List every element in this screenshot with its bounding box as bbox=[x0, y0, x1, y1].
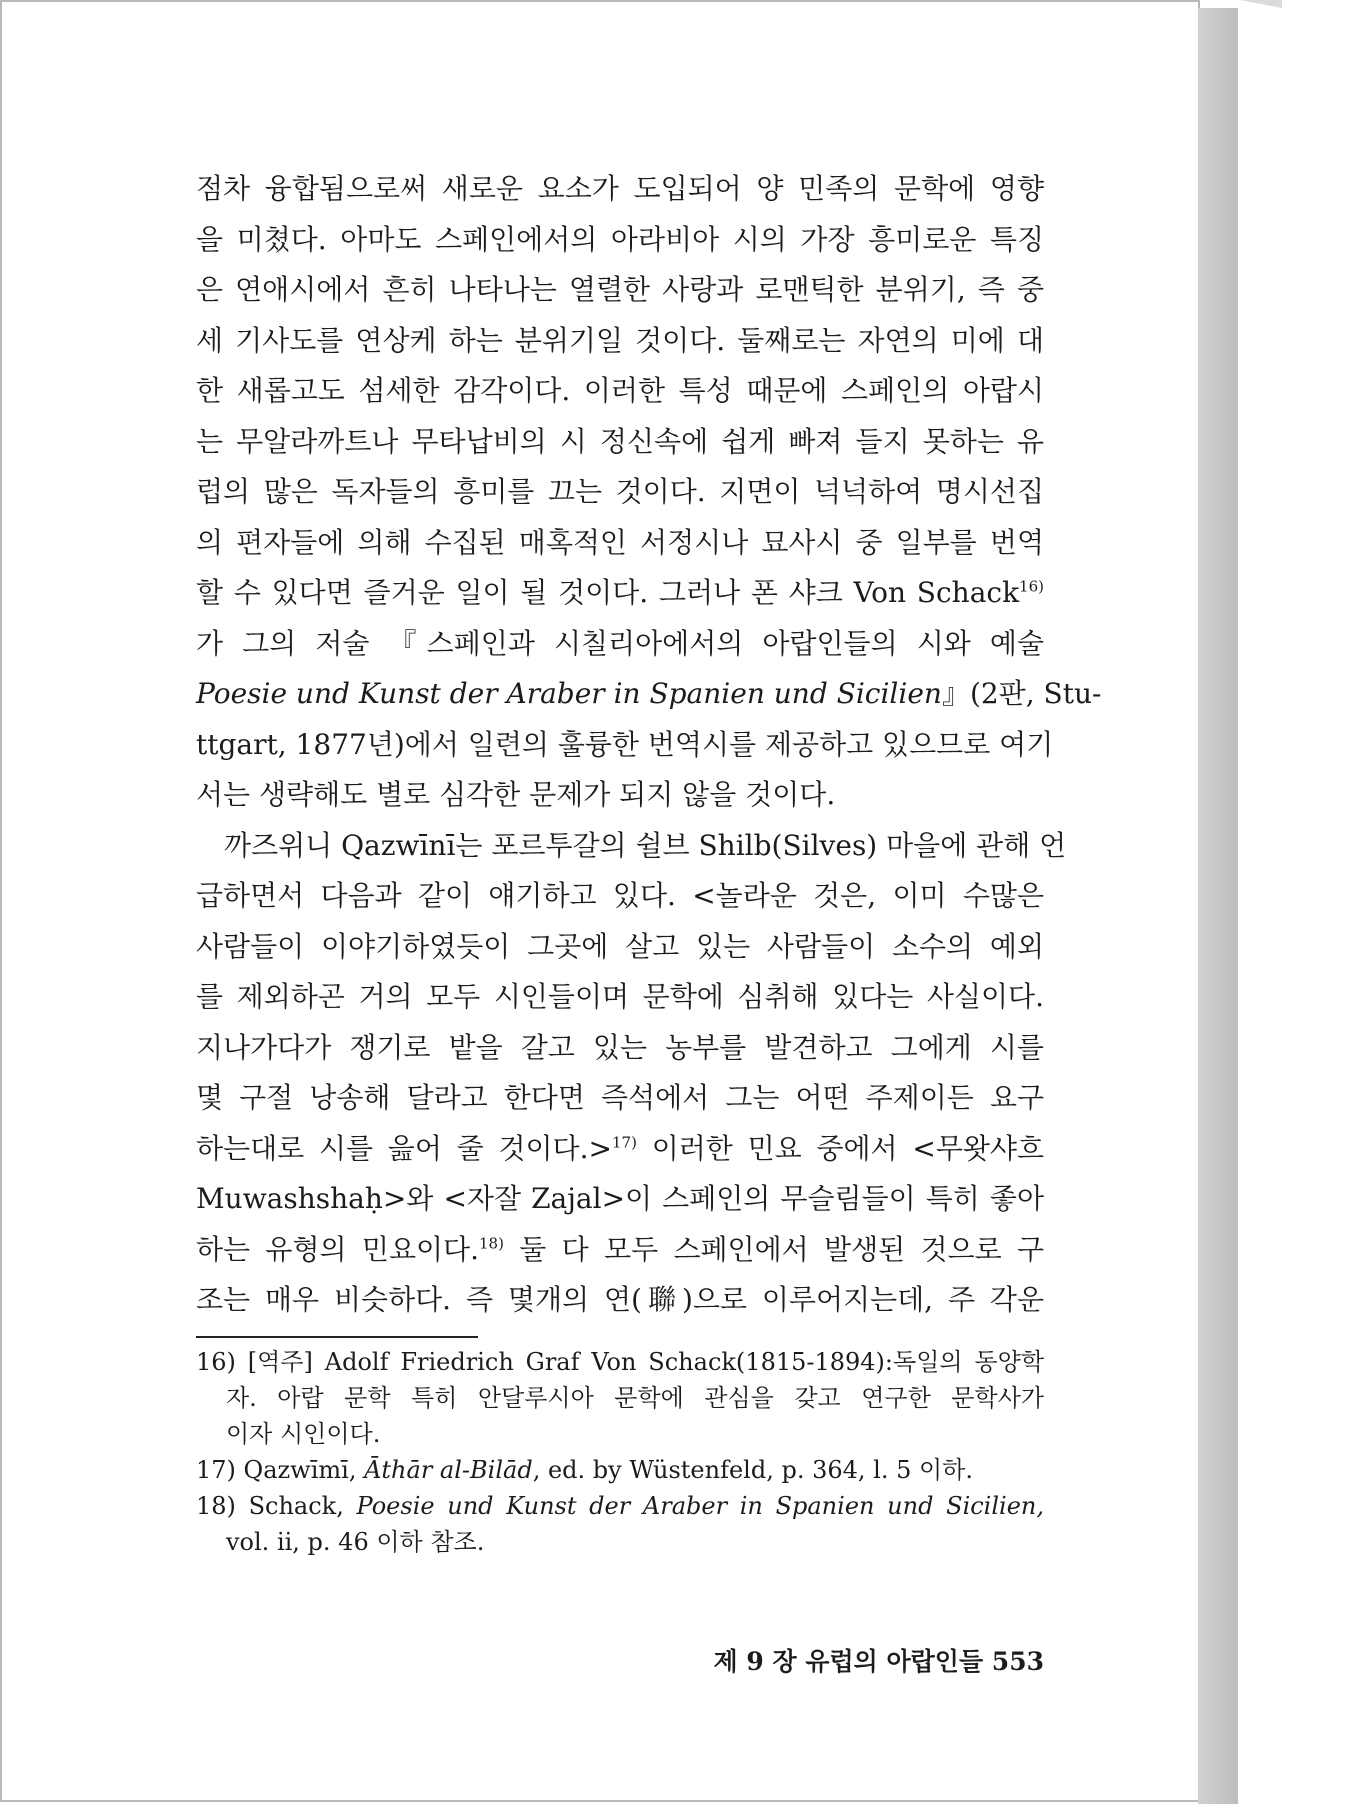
footnote-text: 17) Qazwīmī, bbox=[196, 1456, 365, 1484]
text-line: 조는 매우 비슷하다. 즉 몇개의 연(聯)으로 이루어지는데, 주 각운 bbox=[196, 1283, 1044, 1316]
footnote-ref-16: 16) bbox=[1019, 577, 1044, 596]
footnotes bbox=[196, 1344, 1044, 1560]
text-line: 를 제외하곤 거의 모두 시인들이며 문학에 심취해 있다는 사실이다. bbox=[196, 980, 1044, 1013]
running-footer: 제 9 장 유럽의 아랍인들 553 bbox=[713, 1647, 1044, 1676]
text-line: 세 기사도를 연상케 하는 분위기일 것이다. 둘째로는 자연의 미에 대 bbox=[196, 323, 1044, 357]
body-text bbox=[196, 164, 1102, 1326]
text-line: 급하면서 다음과 같이 얘기하고 있다. <놀라운 것은, 이미 수많은 bbox=[196, 879, 1044, 912]
footnote-title: Poesie und Kunst der Araber in Spanien und Sicilien, bbox=[356, 1492, 1045, 1520]
text-span: 하는 유형의 민요이다. bbox=[196, 1232, 479, 1266]
footnote-16-line: 이자 시인이다. bbox=[226, 1420, 381, 1448]
footnote-ref-18: 18) bbox=[479, 1234, 504, 1253]
footnote-divider bbox=[196, 1336, 478, 1338]
footnote-text: , ed. by Wüstenfeld, p. 364, l. 5 이하. bbox=[532, 1456, 973, 1484]
footnote-16-line: 16) [역주] Adolf Friedrich Graf Von Schack(1815-1894):독일의 동양학 bbox=[196, 1348, 1044, 1376]
text-line: Muwashshaḥ>와 <자잘 Zajal>이 스페인의 무슬림들이 특히 좋아 bbox=[196, 1182, 1044, 1215]
footnote-title: Āthār al-Bilād bbox=[364, 1456, 533, 1484]
text-line: 럽의 많은 독자들의 흥미를 끄는 것이다. 지면이 넉넉하여 명시선집 bbox=[196, 475, 1044, 508]
text-span: 하는대로 시를 읊어 줄 것이다.> bbox=[196, 1131, 612, 1165]
text-line: ttgart, 1877년)에서 일련의 훌륭한 번역시를 제공하고 있으므로 여기 bbox=[196, 727, 1054, 761]
text-line: 몇 구절 낭송해 달라고 한다면 즉석에서 그는 어떤 주제이든 요구 bbox=[196, 1081, 1044, 1114]
text-line: 은 연애시에서 흔히 나타나는 열렬한 사랑과 로맨틱한 분위기, 즉 중 bbox=[196, 273, 1044, 306]
footnote-text: 18) Schack, bbox=[196, 1492, 357, 1520]
text-line bbox=[196, 669, 1102, 720]
footnote-18-line: vol. ii, p. 46 이하 참조. bbox=[226, 1528, 485, 1556]
text-line: 사람들이 이야기하였듯이 그곳에 살고 있는 사람들이 소수의 예외 bbox=[196, 929, 1044, 963]
text-line: 한 새롭고도 섬세한 감각이다. 이러한 특성 때문에 스페인의 아랍시 bbox=[196, 374, 1044, 407]
text-line: 는 무알라까트나 무타납비의 시 정신속에 쉽게 빠져 들지 못하는 유 bbox=[196, 424, 1044, 458]
text-line: 의 편자들에 의해 수집된 매혹적인 서정시나 묘사시 중 일부를 번역 bbox=[196, 525, 1044, 559]
text-line: 가 그의 저술 『스페인과 시칠리아에서의 아랍인들의 시와 예술 bbox=[196, 626, 1044, 660]
text-line bbox=[196, 1225, 1044, 1276]
text-span: 둘 다 모두 스페인에서 발생된 것으로 구 bbox=[503, 1232, 1045, 1266]
text-line: 지나가다가 쟁기로 밭을 갈고 있는 농부를 발견하고 그에게 시를 bbox=[196, 1030, 1044, 1064]
text-line bbox=[196, 568, 1044, 619]
text-line: 을 미쳤다. 아마도 스페인에서의 아라비아 시의 가장 흥미로운 특징 bbox=[196, 222, 1044, 256]
footnote-17 bbox=[196, 1452, 1044, 1488]
text-span: 할 수 있다면 즐거운 일이 될 것이다. 그러나 폰 샤크 Von Schack bbox=[196, 576, 1020, 609]
text-span: 』(2판, Stu- bbox=[941, 677, 1102, 710]
footnote-18 bbox=[196, 1488, 1044, 1524]
footnote-16-line: 자. 아랍 문학 특히 안달루시아 문학에 관심을 갖고 연구한 문학사가 bbox=[226, 1384, 1044, 1412]
footnote-ref-17: 17) bbox=[611, 1133, 637, 1152]
book-title: Poesie und Kunst der Araber in Spanien und Sicilien bbox=[196, 677, 942, 710]
text-line: 서는 생략해도 별로 심각한 문제가 되지 않을 것이다. bbox=[196, 778, 836, 811]
page-edge-top bbox=[1198, 0, 1282, 8]
text-span: 이러한 민요 중에서 <무왓샤흐 bbox=[636, 1131, 1045, 1165]
text-line bbox=[196, 1124, 1044, 1175]
text-line: 점차 융합됨으로써 새로운 요소가 도입되어 양 민족의 문학에 영향 bbox=[196, 172, 1044, 205]
text-line: 까즈위니 Qazwīnī는 포르투갈의 쉴브 Shilb(Silves) 마을에 관해 언 bbox=[196, 828, 1067, 862]
page-edge bbox=[1198, 8, 1238, 1804]
